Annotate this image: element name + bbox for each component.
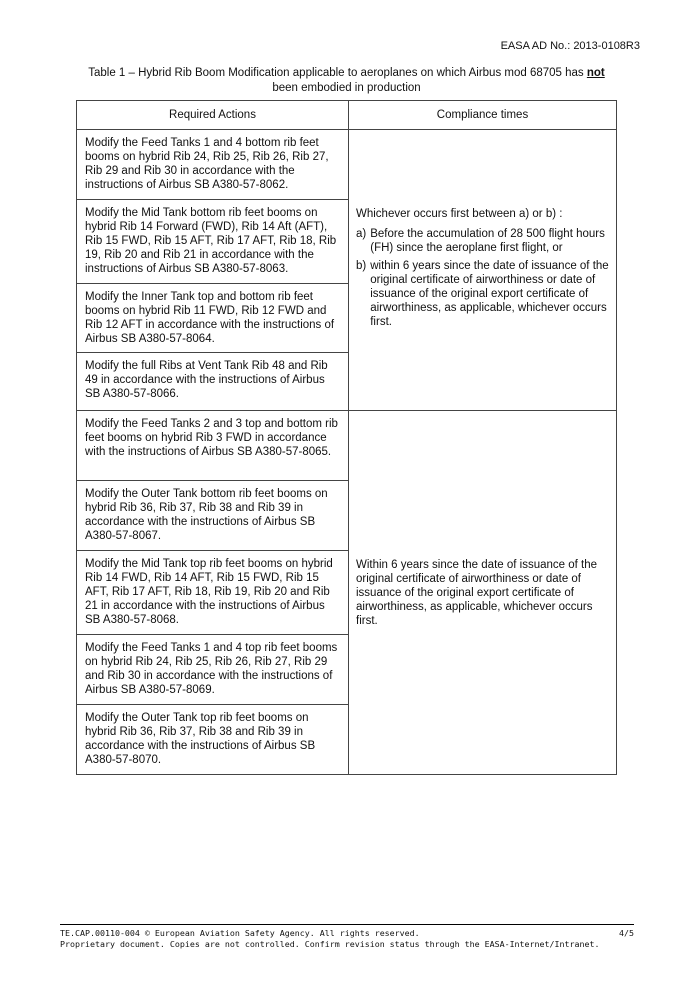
page-number: 4/5 [619,928,634,938]
ad-number: EASA AD No.: 2013-0108R3 [500,40,640,52]
item-text: within 6 years since the date of issuance of the original certificate of airworthiness or date of issuance of the original export certificate of airworthiness, as applicable, whichever occurs first. [370,260,609,328]
table-row [77,411,617,481]
item-label: a) [356,228,367,240]
footer-copyright: TE.CAP.00110-004 © European Aviation Safety Agency. All rights reserved. [60,928,420,938]
table-caption [76,66,617,96]
compliance-cell-group1 [349,130,617,411]
action-cell: Modify the Outer Tank top rib feet booms on hybrid Rib 36, Rib 37, Rib 38 and Rib 39 in accordance with the instructions of Airbus SB A380-57-8070. [77,705,349,775]
compliance-item-b [356,259,609,329]
item-text: Before the accumulation of 28 500 flight hours (FH) since the aeroplane first flight, or [370,228,605,254]
action-cell: Modify the Outer Tank bottom rib feet booms on hybrid Rib 36, Rib 37, Rib 38 and Rib 39 in accordance with the instructions of Airbus SB A380-57-8067. [77,481,349,551]
compliance-item-a [356,227,609,255]
action-cell: Modify the Mid Tank bottom rib feet booms on hybrid Rib 14 Forward (FWD), Rib 14 Aft (AFT), Rib 15 FWD, Rib 15 AFT, Rib 17 AFT, Rib 18, Rib 19, Rib 20 and Rib 21 in accordance with the instructions of Airbus SB A380-57-8063. [77,200,349,284]
footer-divider [60,924,634,925]
action-cell: Modify the Feed Tanks 1 and 4 bottom rib feet booms on hybrid Rib 24, Rib 25, Rib 26, Rib 27, Rib 29 and Rib 30 in accordance with the instructions of Airbus SB A380-57-8062. [77,130,349,200]
page-footer [60,928,634,950]
header-required-actions: Required Actions [77,101,349,130]
compliance-cell-group2: Within 6 years since the date of issuance of the original certificate of airworthiness or date of issuance of the original export certificate of airworthiness, as applicable, whichever occurs first. [349,411,617,775]
action-cell: Modify the Inner Tank top and bottom rib feet booms on hybrid Rib 11 FWD, Rib 12 FWD and Rib 12 AFT in accordance with the instructions of Airbus SB A380-57-8064. [77,284,349,353]
action-cell: Modify the full Ribs at Vent Tank Rib 48 and Rib 49 in accordance with the instructions of Airbus SB A380-57-8066. [77,353,349,411]
caption-prefix: Table 1 – Hybrid Rib Boom Modification applicable to aeroplanes on which Airbus mod 68705 has [88,67,587,79]
action-cell: Modify the Feed Tanks 1 and 4 top rib feet booms on hybrid Rib 24, Rib 25, Rib 26, Rib 27, Rib 29 and Rib 30 in accordance with the instructions of Airbus SB A380-57-8069. [77,635,349,705]
item-label: b) [356,260,367,272]
table-header-row [77,101,617,130]
header-compliance-times: Compliance times [349,101,617,130]
table-row [77,130,617,200]
caption-suffix: been embodied in production [272,82,421,94]
footer-disclaimer: Proprietary document. Copies are not controlled. Confirm revision status through the EASA-Internet/Intranet. [60,939,600,949]
caption-emphasis: not [586,67,605,79]
modification-table [76,100,617,775]
action-cell: Modify the Mid Tank top rib feet booms on hybrid Rib 14 FWD, Rib 14 AFT, Rib 15 FWD, Rib 15 AFT, Rib 17 AFT, Rib 18, Rib 19, Rib 20 and Rib 21 in accordance with the instructions of Airbus SB A380-57-8068. [77,551,349,635]
compliance-intro: Whichever occurs first between a) or b) : [356,208,563,220]
action-cell: Modify the Feed Tanks 2 and 3 top and bottom rib feet booms on hybrid Rib 3 FWD in accordance with the instructions of Airbus SB A380-57-8065. [77,411,349,481]
